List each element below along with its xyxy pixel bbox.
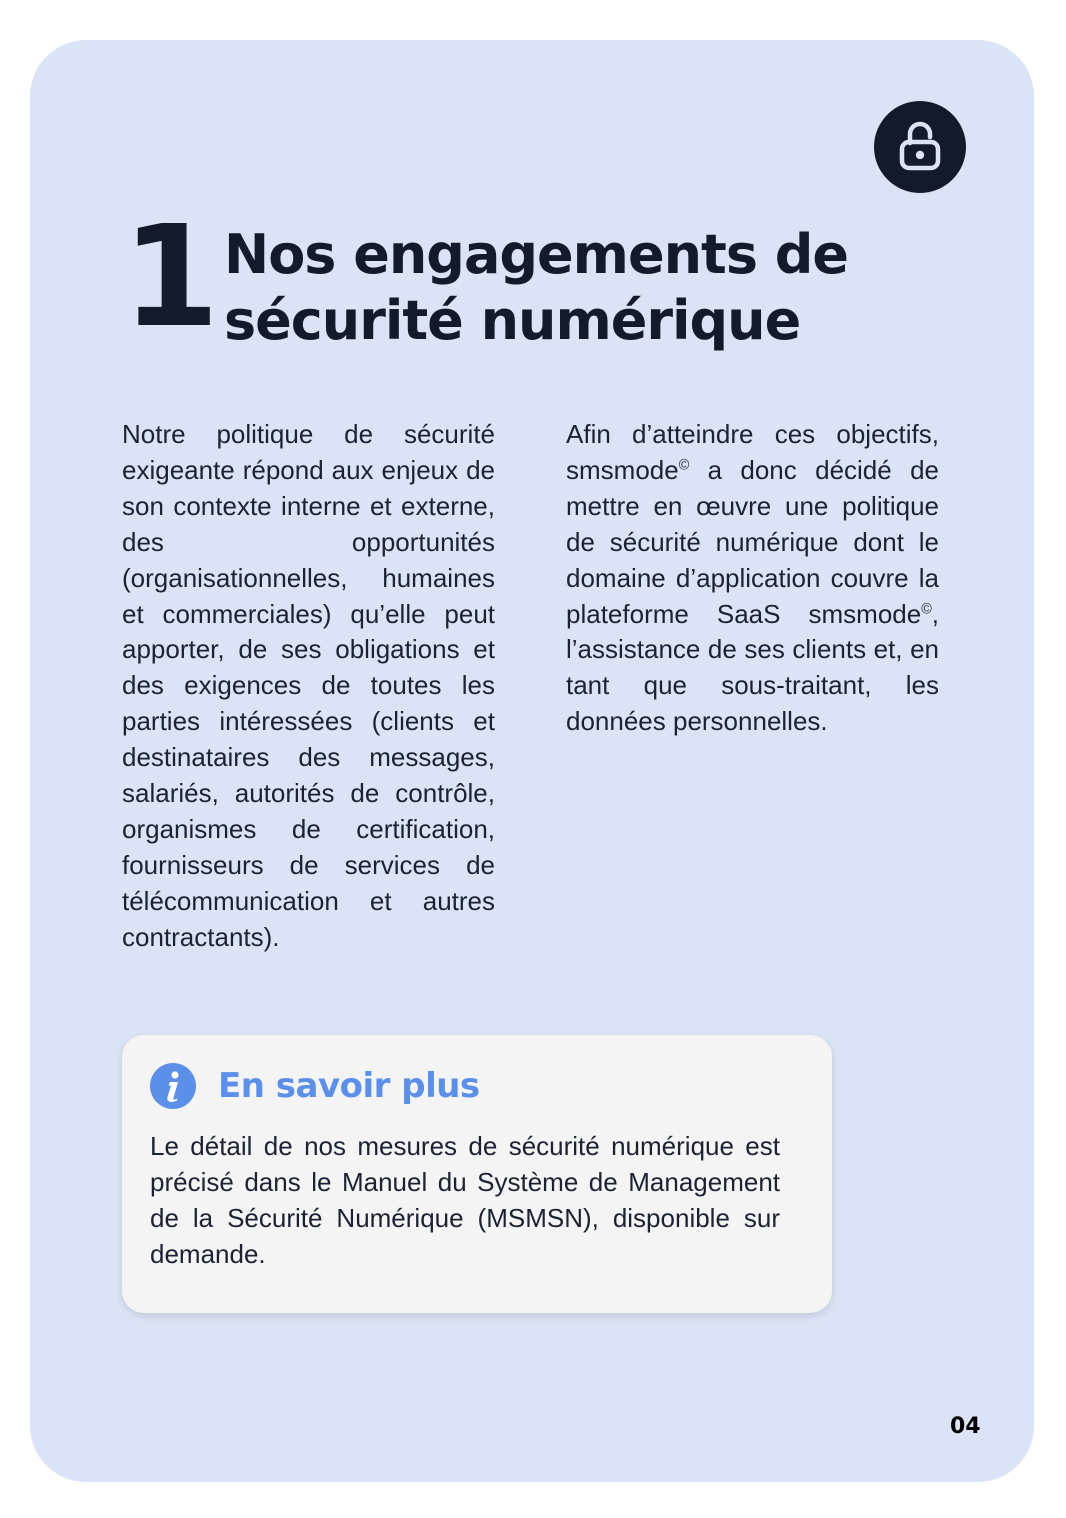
page-card bbox=[30, 40, 1034, 1482]
left-column-text: Notre politique de sécurité exigeante répond aux enjeux de son contexte interne et externe, des opportunités (organisationnelles, humaines et commerciales) qu’elle peut apporter, de ses obligations et des exigences de toutes les parties intéressées (clients et destinataires des messages, salariés, autorités de contrôle, organismes de certification, fournisseurs de services de télécommunication et autres contractants). bbox=[122, 419, 495, 952]
info-box bbox=[122, 1035, 832, 1313]
page-number: 04 bbox=[950, 1414, 981, 1439]
lock-icon bbox=[897, 119, 943, 176]
section-title: Nos engagements de sécurité numérique bbox=[224, 223, 849, 352]
right-text-part-1: Afin d’atteindre ces objectifs, smsmode bbox=[566, 419, 939, 485]
info-box-text: Le détail de nos mesures de sécurité numérique est précisé dans le Manuel du Système de Management de la Sécurité Numérique (MSMSN), disponible sur demande. bbox=[150, 1131, 780, 1269]
right-text-part-3: , l’assistance de ses clients et, en tant que sous-traitant, les données personnelles. bbox=[566, 598, 939, 737]
info-box-title: En savoir plus bbox=[218, 1066, 480, 1106]
copyright-mark: © bbox=[921, 600, 932, 617]
right-column-text bbox=[566, 417, 939, 740]
right-text-part-2: a donc décidé de mettre en œuvre une politique de sécurité numérique dont le domaine d’application couvre la plateforme SaaS smsmode bbox=[566, 454, 939, 629]
info-icon bbox=[150, 1063, 196, 1109]
section-number: 1 bbox=[122, 196, 216, 359]
lock-badge bbox=[874, 101, 966, 193]
copyright-mark: © bbox=[678, 457, 690, 474]
